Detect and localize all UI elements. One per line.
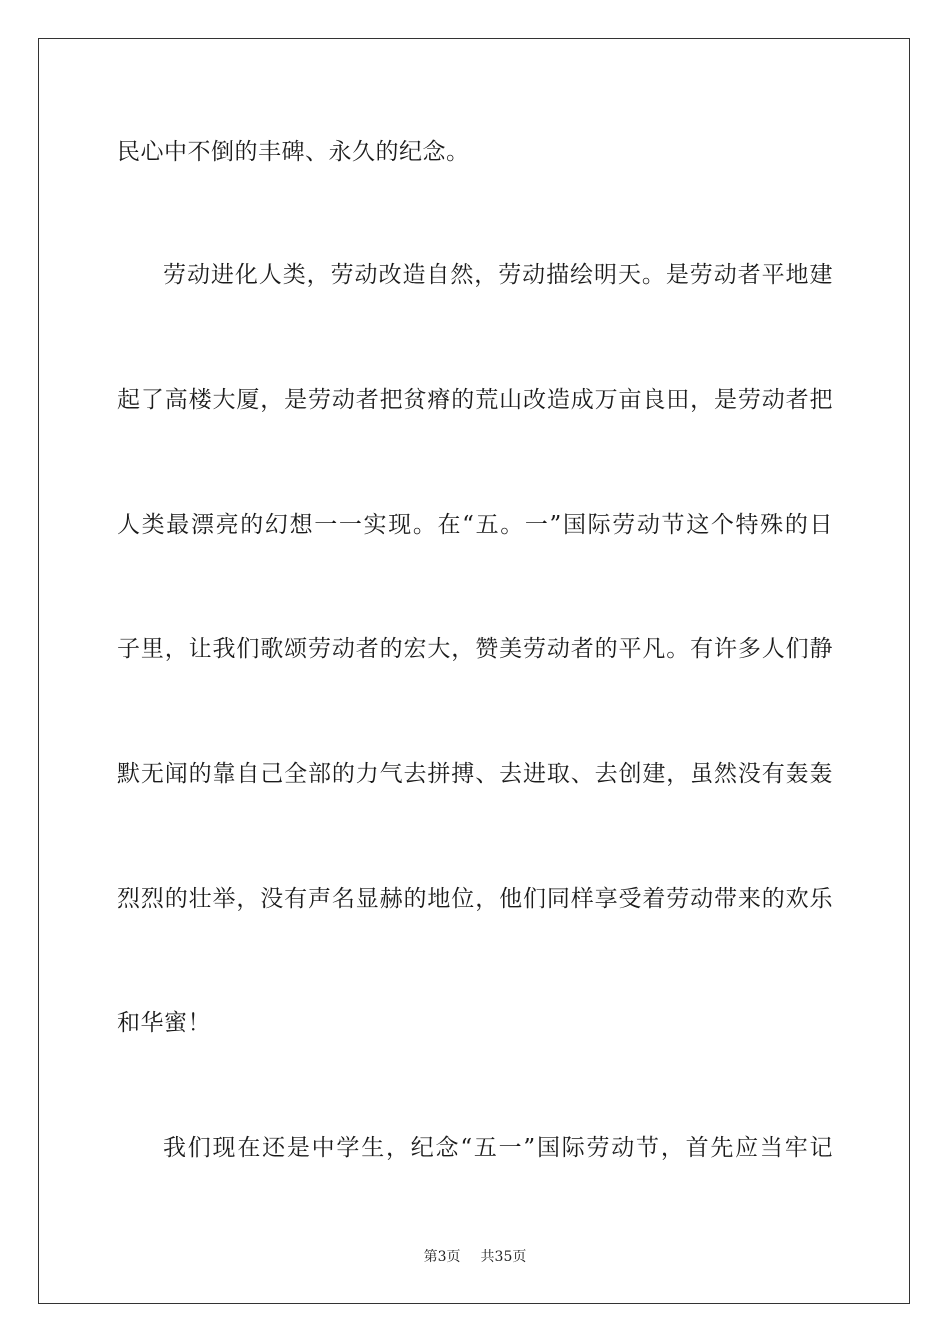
text-line: 烈烈的壮举，没有声名显赫的地位，他们同样享受着劳动带来的欢乐: [117, 886, 833, 912]
page-footer: [0, 1248, 950, 1266]
text-line: 劳动进化人类，劳动改造自然，劳动描绘明天。是劳动者平地建: [163, 262, 833, 288]
text-line: 起了高楼大厦，是劳动者把贫瘠的荒山改造成万亩良田，是劳动者把: [117, 387, 833, 413]
page-border: [38, 38, 910, 1304]
text-line: 和华蜜！: [117, 1010, 211, 1036]
text-line: 默无闻的靠自己全部的力气去拼搏、去进取、去创建，虽然没有轰轰: [117, 761, 833, 787]
text-line: 子里，让我们歌颂劳动者的宏大，赞美劳动者的平凡。有许多人们静: [117, 636, 833, 662]
text-line: 我们现在还是中学生，纪念“五一”国际劳动节，首先应当牢记: [163, 1135, 833, 1161]
text-line: 民心中不倒的丰碑、永久的纪念。: [117, 139, 470, 165]
page-total: 共35页: [480, 1249, 527, 1265]
page-number: 第3页: [423, 1249, 461, 1265]
text-line: 人类最漂亮的幻想一一实现。在“五。一”国际劳动节这个特殊的日: [117, 512, 833, 538]
